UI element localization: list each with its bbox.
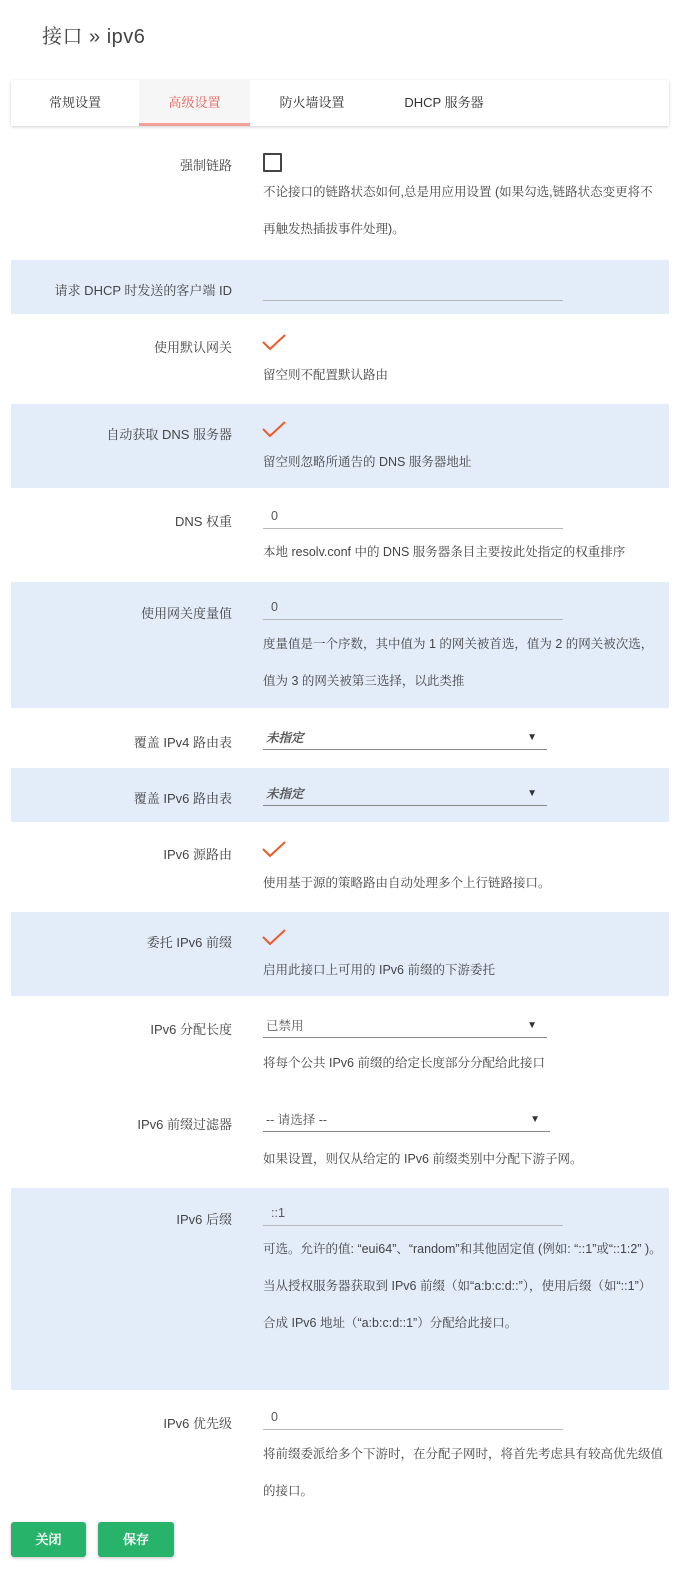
tab-dhcp-server[interactable]: DHCP 服务器 [404, 95, 484, 110]
tab-advanced[interactable]: 高级设置 [139, 80, 250, 126]
chevron-down-icon: ▼ [527, 732, 537, 743]
row-peer-dns [11, 404, 669, 488]
default-gateway-label: 使用默认网关 [153, 340, 232, 355]
source-routing-check-icon[interactable] [261, 840, 287, 860]
row-ip6ifaceid [11, 1188, 669, 1390]
delegate-label: 委托 IPv6 前缀 [146, 935, 232, 950]
row-source-routing [11, 822, 669, 912]
ip6assign-select[interactable] [263, 1016, 547, 1038]
delegate-check-icon[interactable] [261, 928, 287, 948]
ip6weight-label: IPv6 优先级 [163, 1416, 232, 1431]
ip6class-label: IPv6 前缀过滤器 [137, 1117, 232, 1132]
row-force-link [11, 140, 669, 260]
peer-dns-check-icon[interactable] [261, 420, 287, 440]
ipv6-table-label: 覆盖 IPv6 路由表 [133, 791, 232, 806]
tab-bar [11, 80, 669, 126]
ip6assign-desc: 将每个公共 IPv6 前缀的给定长度部分分配给此接口 [263, 1056, 545, 1070]
ip6assign-label: IPv6 分配长度 [150, 1022, 232, 1037]
peer-dns-desc: 留空则忽略所通告的 DNS 服务器地址 [263, 455, 472, 469]
source-routing-label: IPv6 源路由 [163, 847, 232, 862]
chevron-down-icon: ▼ [527, 1020, 537, 1031]
row-ip6assign [11, 996, 669, 1090]
tab-general[interactable]: 常规设置 [48, 95, 101, 110]
force-link-label: 强制链路 [179, 158, 232, 173]
row-ip6class [11, 1090, 669, 1188]
row-default-gateway [11, 314, 669, 404]
metric-label: 使用网关度量值 [140, 606, 232, 621]
row-dhcp-client-id [11, 260, 669, 314]
ip6weight-input[interactable]: 0 [263, 1406, 563, 1430]
ipv4-table-value: 未指定 [266, 731, 304, 745]
chevron-down-icon: ▼ [527, 788, 537, 799]
dns-weight-desc: 本地 resolv.conf 中的 DNS 服务器条目主要按此处指定的权重排序 [263, 545, 626, 559]
ip6class-desc: 如果设置，则仅从给定的 IPv6 前缀类别中分配下游子网。 [263, 1152, 583, 1166]
dns-weight-input[interactable]: 0 [263, 505, 563, 529]
ipv4-table-label: 覆盖 IPv4 路由表 [133, 735, 232, 750]
force-link-checkbox[interactable] [263, 153, 282, 172]
ipv6-table-value: 未指定 [266, 787, 304, 801]
row-delegate [11, 912, 669, 996]
close-button[interactable]: 关闭 [11, 1522, 86, 1557]
force-link-desc: 不论接口的链路状态如何,总是用应用设置 (如果勾选,链路状态变更将不再触发热插拔事件处理)。 [263, 185, 653, 236]
ip6ifaceid-input[interactable]: ::1 [263, 1202, 563, 1226]
row-metric [11, 582, 669, 708]
ip6class-value: -- 请选择 -- [266, 1113, 328, 1127]
chevron-down-icon: ▼ [530, 1114, 540, 1125]
ip6class-select[interactable] [263, 1110, 550, 1132]
page-title: 接口 » ipv6 [42, 26, 146, 48]
tab-firewall[interactable]: 防火墙设置 [279, 95, 345, 110]
ip6weight-desc: 将前缀委派给多个下游时，在分配子网时，将首先考虑具有较高优先级值的接口。 [263, 1447, 664, 1498]
ipv6-table-select[interactable] [263, 784, 547, 806]
dhcp-client-id-label: 请求 DHCP 时发送的客户端 ID [54, 283, 232, 298]
source-routing-desc: 使用基于源的策略路由自动处理多个上行链路接口。 [263, 876, 551, 890]
ipv4-table-select[interactable] [263, 728, 547, 750]
row-ipv4-table [11, 708, 669, 768]
ip6ifaceid-label: IPv6 后缀 [176, 1212, 232, 1227]
metric-input[interactable]: 0 [263, 596, 563, 620]
row-ip6weight [11, 1390, 669, 1516]
dhcp-client-id-input[interactable] [263, 277, 563, 301]
dns-weight-label: DNS 权重 [174, 514, 232, 529]
default-gateway-check-icon[interactable] [261, 333, 287, 353]
save-button[interactable]: 保存 [98, 1522, 174, 1557]
delegate-desc: 启用此接口上可用的 IPv6 前缀的下游委托 [263, 963, 495, 977]
ip6assign-value: 已禁用 [266, 1019, 304, 1033]
ip6ifaceid-desc: 可选。允许的值: “eui64”、“random”和其他固定值 (例如: “::1”或“::1:2” )。当从授权服务器获取到 IPv6 前缀（如“a:b:c:d::”），使用后缀（如“::1”）合成 IPv6 地址（“a:b:c:d::1”）分配给此接口。 [263, 1242, 662, 1330]
row-ipv6-table [11, 768, 669, 822]
default-gateway-desc: 留空则不配置默认路由 [263, 368, 389, 382]
metric-desc: 度量值是一个序数，其中值为 1 的网关被首选，值为 2 的网关被次选，值为 3 的网关被第三选择，以此类推 [263, 637, 654, 688]
row-dns-weight [11, 488, 669, 582]
peer-dns-label: 自动获取 DNS 服务器 [106, 427, 232, 442]
